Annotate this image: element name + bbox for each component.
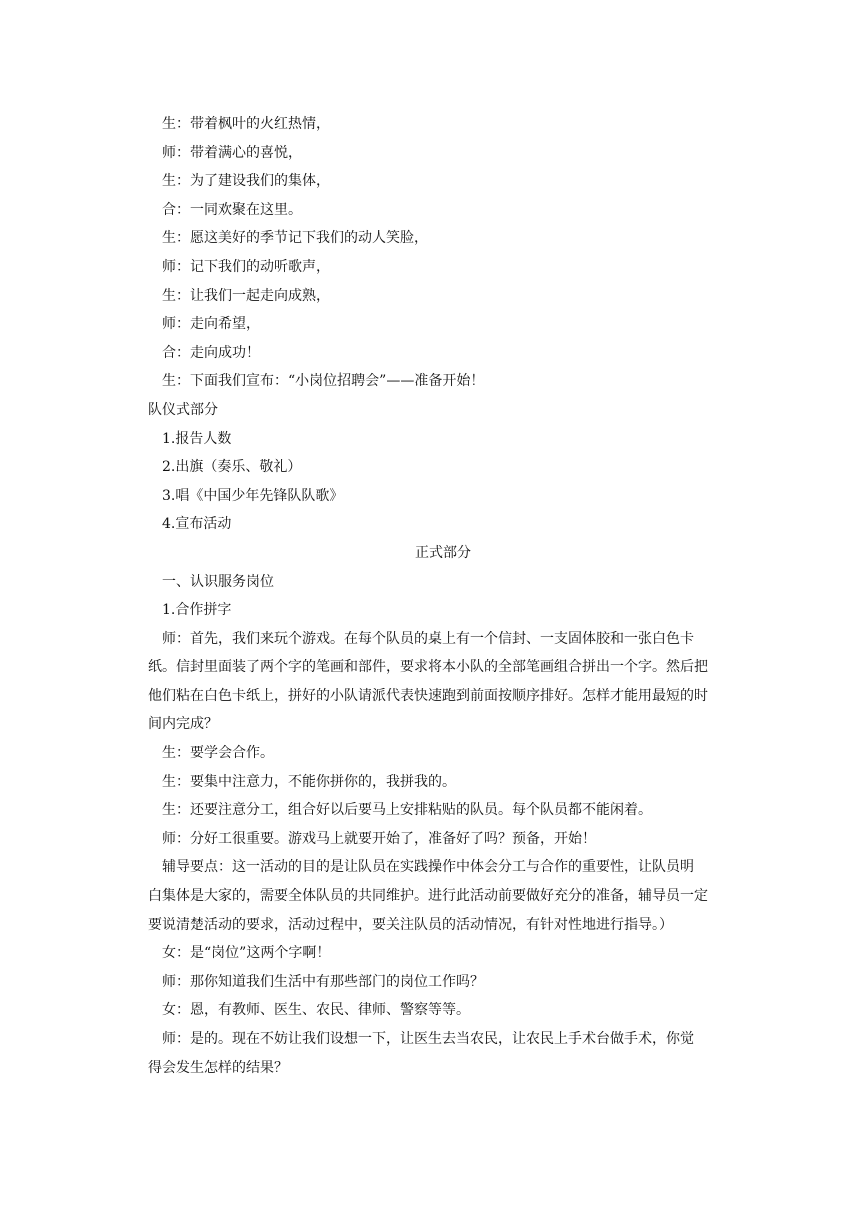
dialogue-line: 生：下面我们宣布：“小岗位招聘会”——准备开始！	[162, 373, 485, 390]
dialogue-line: 生：要集中注意力，不能你拼你的，我拼我的。	[162, 773, 456, 790]
document-body	[148, 110, 738, 1082]
dialogue-line: 师：那你知道我们生活中有那些部门的岗位工作吗？	[162, 973, 484, 990]
list-item: 1.报告人数	[162, 430, 232, 447]
paragraph-line: 间内完成？	[148, 716, 218, 733]
game-dialogue	[148, 739, 738, 853]
dialogue-line: 师：记下我们的动听歌声，	[162, 258, 330, 275]
guidance-paragraph	[148, 853, 738, 939]
paragraph-line: 白集体是大家的，需要全体队员的共同维护。进行此活动前要做好充分的准备，辅导员一定	[148, 888, 708, 905]
dialogue-line: 生：还要注意分工，组合好以后要马上安排粘贴的队员。每个队员都不能闲着。	[162, 802, 652, 819]
dialogue-line: 师：带着满心的喜悦，	[162, 144, 302, 161]
paragraph-line: 他们粘在白色卡纸上，拼好的小队请派代表快速跑到前面按顺序排好。怎样才能用最短的时	[148, 687, 708, 704]
activity-heading: 1.合作拼字	[162, 602, 232, 619]
job-dialogue	[148, 939, 738, 1025]
dialogue-line: 生：带着枫叶的火红热情，	[162, 116, 330, 132]
list-item: 2.出旗（奏乐、敬礼）	[162, 459, 302, 476]
formal-section	[148, 539, 738, 1082]
final-paragraph	[148, 1025, 738, 1082]
section-title: 正式部分	[415, 544, 471, 561]
dialogue-line: 生：愿这美好的季节记下我们的动人笑脸，	[162, 230, 428, 247]
paragraph-line: 辅导要点：这一活动的目的是让队员在实践操作中体会分工与合作的重要性，让队员明	[162, 859, 694, 876]
dialogue-line: 生：要学会合作。	[162, 745, 274, 762]
section-heading: 队仪式部分	[148, 401, 218, 418]
dialogue-line: 师：走向希望，	[162, 316, 260, 333]
dialogue-line: 合：一同欢聚在这里。	[162, 201, 302, 218]
ceremony-section	[148, 396, 738, 539]
dialogue-line: 生：让我们一起走向成熟，	[162, 287, 330, 304]
dialogue-line: 女：恩，有教师、医生、农民、律师、警察等等。	[162, 1002, 470, 1019]
subsection-heading: 一、认识服务岗位	[162, 573, 274, 590]
paragraph-line: 纸。信封里面装了两个字的笔画和部件，要求将本小队的全部笔画组合拼出一个字。然后把	[148, 659, 708, 676]
opening-dialogue	[148, 110, 738, 396]
paragraph-line: 要说清楚活动的要求，活动过程中，要关注队员的活动情况，有针对性地进行指导。）	[148, 916, 673, 933]
paragraph-line: 师：首先，我们来玩个游戏。在每个队员的桌上有一个信封、一支固体胶和一张白色卡	[162, 630, 694, 647]
paragraph-line: 师：是的。现在不妨让我们设想一下，让医生去当农民，让农民上手术台做手术，你觉	[162, 1031, 694, 1047]
paragraph-line: 得会发生怎样的结果？	[148, 1059, 288, 1076]
dialogue-line: 师：分好工很重要。游戏马上就要开始了，准备好了吗？预备，开始！	[162, 830, 596, 847]
list-item: 4.宣布活动	[162, 516, 232, 533]
dialogue-line: 女：是“岗位”这两个字啊！	[162, 945, 331, 962]
dialogue-line: 生：为了建设我们的集体，	[162, 173, 330, 190]
intro-paragraph	[148, 625, 738, 739]
dialogue-line: 合：走向成功！	[162, 344, 260, 361]
list-item: 3.唱《中国少年先锋队队歌》	[162, 487, 344, 504]
